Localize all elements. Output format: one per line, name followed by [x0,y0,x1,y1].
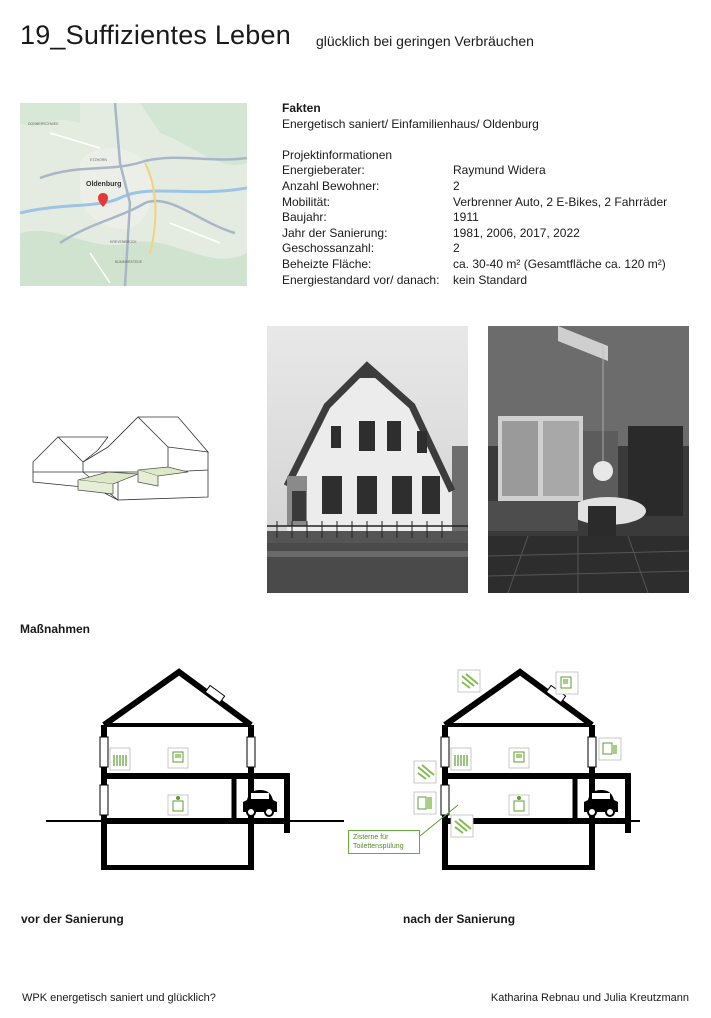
location-map [20,103,247,286]
fact-row [282,257,667,273]
facts-heading: Fakten [282,101,321,115]
project-info-heading: Projektinformationen [282,147,393,162]
fact-value: Raymund Widera [453,163,546,178]
fact-row [282,179,667,195]
cistern-callout: Zisterne für Toilettenspülung [348,830,420,854]
fact-label: Energiestandard vor/ danach: [282,272,440,287]
fact-value: ca. 30-40 m² (Gesamtfläche ca. 120 m²) [453,256,666,271]
fact-label: Energieberater: [282,163,365,178]
fact-value: Verbrenner Auto, 2 E-Bikes, 2 Fahrräder [453,194,668,209]
map-small-label: KREYENBRÜCK [110,240,137,244]
measures-heading: Maßnahmen [20,622,91,636]
map-city-label: Oldenburg [86,181,122,188]
map-small-label: ETZHORN [90,158,107,162]
fact-value: kein Standard [453,272,528,287]
before-caption: vor der Sanierung [21,912,124,926]
fact-value: 1981, 2006, 2017, 2022 [453,225,580,240]
kitchen-photo [488,326,689,593]
fact-row [282,226,667,242]
fact-label: Mobilität: [282,194,331,209]
footer-project-title: WPK energetisch saniert und glücklich? [22,992,216,1004]
fact-row [282,195,667,211]
fact-row [282,210,667,226]
page-title: 19_Suffizientes Leben [20,20,291,50]
fact-row [282,273,667,289]
fact-label: Beheizte Fläche: [282,256,372,271]
facts-summary: Energetisch saniert/ Einfamilienhaus/ Oldenburg [282,116,539,131]
after-caption: nach der Sanierung [403,912,516,926]
fact-label: Jahr der Sanierung: [282,225,388,240]
map-graphic [20,103,247,286]
map-small-label: DONNERSCHWEE [28,122,59,126]
house-photo [267,326,468,593]
fact-label: Anzahl Bewohner: [282,178,380,193]
fact-value: 1911 [453,210,479,225]
fact-value: 2 [453,178,460,193]
fact-label: Geschossanzahl: [282,241,375,256]
house-sketch [28,412,213,512]
fact-row [282,163,667,179]
fact-value: 2 [453,241,460,256]
fact-label: Baujahr: [282,210,327,225]
fact-row [282,241,667,257]
map-small-label: BÜMMERSTEDE [115,260,143,264]
footer-authors: Katharina Rebnau und Julia Kreutzmann [490,992,689,1004]
facts-block [282,101,667,288]
section-before-diagram [44,660,344,870]
page-subtitle: glücklich bei geringen Verbräuchen [316,33,534,49]
